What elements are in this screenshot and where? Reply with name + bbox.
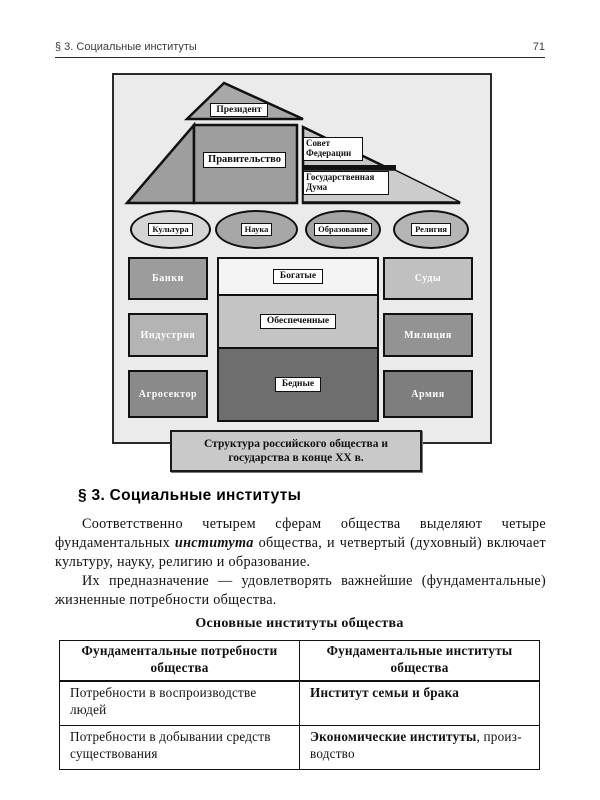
institutions-table [59, 640, 540, 770]
table-header-row [60, 641, 540, 682]
institute-bold: Экономические институты [310, 729, 477, 744]
agrosector-box [128, 370, 208, 418]
agrosector-label: Агросектор [138, 388, 198, 400]
government-slope-triangle [127, 125, 194, 203]
social-strata-stack [217, 257, 379, 422]
culture-oval [130, 210, 211, 249]
need-cell: Потребности в добывании средств существования [60, 726, 300, 770]
state-duma-label: Государственная Дума [303, 171, 389, 195]
parliament-divider [303, 165, 396, 170]
paragraph-2: Их предназначение — удовлетворять важнейшие (фундаментальные) жизненные потребности общества. [55, 573, 546, 608]
army-box [383, 370, 473, 418]
table-row [60, 726, 540, 770]
courts-label: Суды [414, 273, 442, 284]
section-heading: § 3. Социальные институты [78, 487, 302, 504]
institute-rest: , производство [310, 729, 522, 761]
institute-cell [300, 726, 540, 770]
paragraph-1-after: общества, и четвертый (духовный) включает культуру, науку, религию и образование. [55, 535, 546, 570]
need-cell: Потребности в воспроизводстве людей [60, 681, 300, 726]
rich-label: Богатые [273, 269, 323, 283]
poor-label: Бедные [275, 377, 321, 391]
religion-label: Религия [411, 223, 451, 236]
science-label: Наука [241, 223, 273, 236]
federation-council-label: Совет Федерации [303, 137, 363, 161]
paragraph-1 [55, 515, 546, 572]
body-text [55, 515, 546, 610]
society-structure-figure [112, 73, 492, 444]
police-label: Милиция [404, 329, 452, 341]
banks-box [128, 257, 208, 300]
well-off-label: Обеспеченные [260, 314, 336, 328]
institute-bold: Институт семьи и брака [310, 685, 459, 700]
religion-oval [393, 210, 469, 249]
poor-band [219, 349, 377, 420]
paragraph-1-emphasis: института [174, 535, 254, 551]
institute-cell [300, 681, 540, 726]
president-label: Президент [210, 103, 268, 117]
courts-box [383, 257, 473, 300]
industry-box [128, 313, 208, 357]
table-header-needs: Фундаментальные потребности общества [60, 641, 300, 682]
culture-label: Культура [148, 223, 192, 236]
army-label: Армия [411, 388, 445, 400]
rich-band [219, 259, 377, 296]
police-box [383, 313, 473, 357]
science-oval [215, 210, 298, 249]
well-off-band [219, 296, 377, 349]
industry-label: Индустрия [140, 329, 196, 341]
banks-label: Банки [152, 273, 184, 284]
running-head [55, 41, 545, 55]
page-number: 71 [532, 41, 545, 53]
table-title: Основные институты общества [195, 616, 404, 631]
education-oval [305, 210, 381, 249]
figure-caption: Структура российского общества и государства в конце XX в. [170, 430, 422, 472]
education-label: Образование [314, 223, 372, 236]
paragraph-1-before: Соответственно четырем сферам общества выделяют четыре фундаментальных [55, 516, 546, 551]
table-row [60, 681, 540, 726]
running-head-title: § 3. Социальные институты [55, 41, 197, 53]
header-rule [55, 57, 545, 58]
government-label: Правительство [203, 152, 286, 168]
table-header-institutes: Фундаментальные институты общества [300, 641, 540, 682]
